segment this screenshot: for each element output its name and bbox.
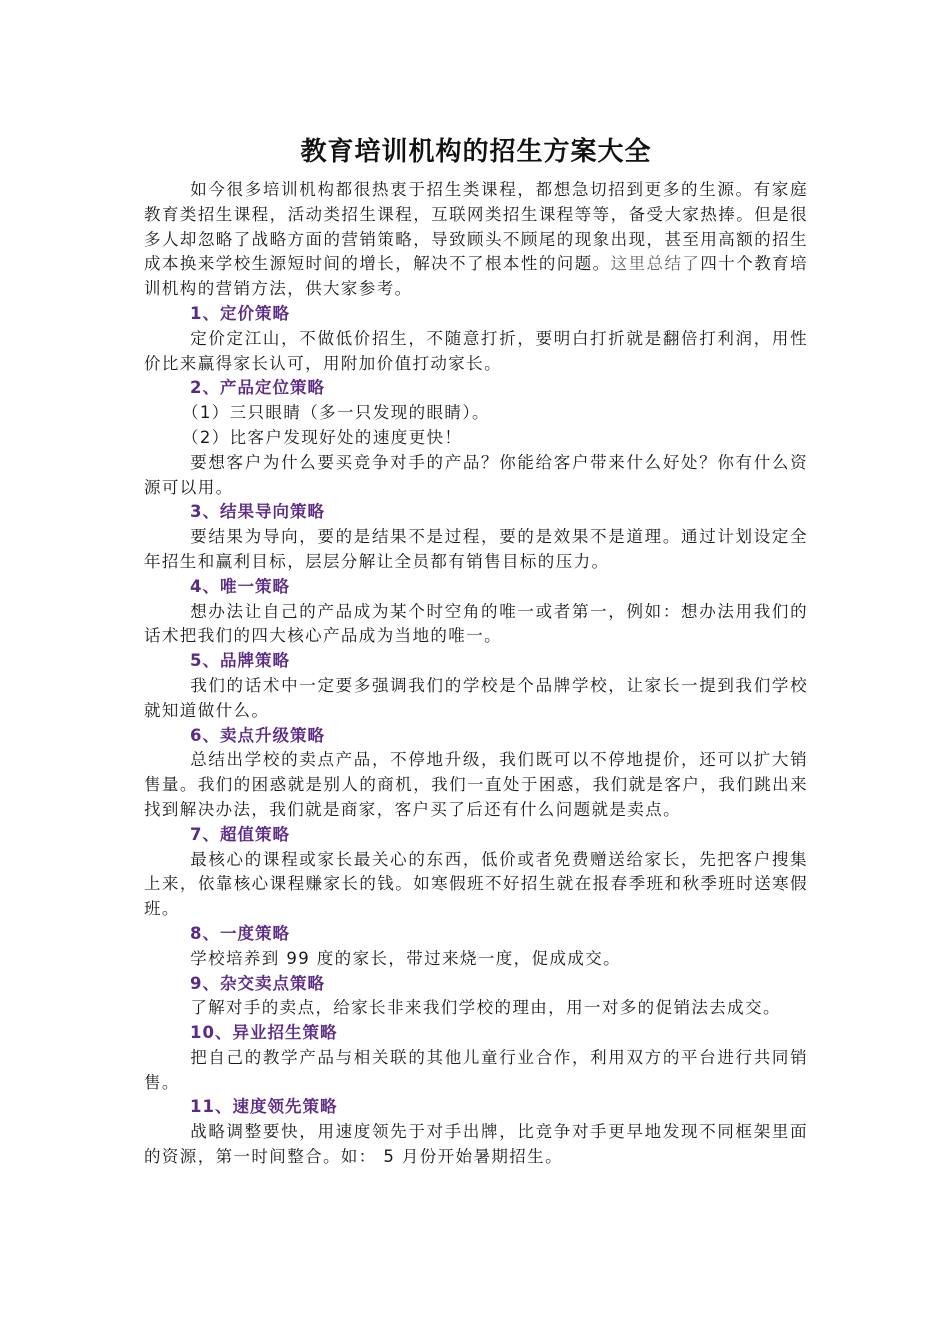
section-text-3: 要结果为导向，要的是结果不是过程，要的是效果不是道理。通过计划设定全年招生和赢利目标，层层分解让全员都有销售目标的压力。 bbox=[144, 527, 808, 571]
section-text-9: 了解对手的卖点，给家长非来我们学校的理由，用一对多的促销法去成交。 bbox=[190, 998, 781, 1018]
section-point-2-1: （1）三只眼睛（多一只发现的眼睛）。 bbox=[181, 403, 490, 423]
section-heading-2: 2、产品定位策略 bbox=[190, 378, 325, 398]
section-heading-11: 11、速度领先策略 bbox=[190, 1097, 338, 1117]
section-heading-10: 10、异业招生策略 bbox=[190, 1023, 338, 1043]
intro-tail: 四十个教育培训机构的营销方法，供大家参考。 bbox=[144, 254, 808, 299]
section-heading-6: 6、卖点升级策略 bbox=[190, 725, 325, 745]
section-point-2-2: （2）比客户发现好处的速度更快！ bbox=[181, 427, 463, 447]
section-heading-8: 8、一度策略 bbox=[190, 923, 290, 943]
section-text-10: 把自己的教学产品与相关联的其他儿童行业合作，利用双方的平台进行共同销售。 bbox=[144, 1047, 808, 1092]
intro-text: 如今很多培训机构都很热衷于招生类课程，都想急切招到更多的生源。有家庭教育类招生课程，活动类招生课程，互联网类招生课程等等，备受大家热捧。但是很多人却忽略了战略方面的营销策略，导致顾头不顾尾的现象出现，甚至用高额的招生成本换来学校生源短时间的增长，解决不了根本性的问题。 bbox=[144, 180, 808, 274]
section-text-1: 定价定江山，不做低价招生，不随意打折，要明白打折就是翻倍打利润，用性价比来赢得家长认可，用附加价值打动家长。 bbox=[144, 328, 808, 373]
section-heading-3: 3、结果导向策略 bbox=[190, 502, 325, 522]
section-heading-1: 1、定价策略 bbox=[190, 303, 290, 323]
section-text-2: 要想客户为什么要买竞争对手的产品？你能给客户带来什么好处？你有什么资源可以用。 bbox=[144, 452, 808, 497]
section-text-4: 想办法让自己的产品成为某个时空角的唯一或者第一，例如：想办法用我们的话术把我们的四大核心产品成为当地的唯一。 bbox=[144, 601, 808, 646]
section-heading-7: 7、超值策略 bbox=[190, 824, 290, 844]
section-heading-9: 9、杂交卖点策略 bbox=[190, 973, 325, 993]
section-heading-5: 5、品牌策略 bbox=[190, 651, 290, 671]
document-body bbox=[144, 136, 808, 1170]
intro-highlight: 这里总结了 bbox=[610, 254, 701, 274]
section-text-8: 学校培养到 99 度的家长，带过来烧一度，促成成交。 bbox=[190, 948, 622, 968]
section-text-7: 最核心的课程或家长最关心的东西，低价或者免费赠送给家长，先把客户搜集上来，依靠核心课程赚家长的钱。如寒假班不好招生就在报春季班和秋季班时送寒假班。 bbox=[144, 849, 808, 919]
section-text-11: 战略调整要快，用速度领先于对手出牌，比竞争对手更早地发现不同框架里面的资源，第一时间整合。如： 5 月份开始暑期招生。 bbox=[144, 1122, 808, 1167]
section-text-6: 总结出学校的卖点产品，不停地升级，我们既可以不停地提价，还可以扩大销售量。我们的困惑就是别人的商机，我们一直处于困惑，我们就是客户，我们跳出来找到解决办法，我们就是商家，客户买了后还有什么问题就是卖点。 bbox=[144, 750, 808, 819]
section-text-5: 我们的话术中一定要多强调我们的学校是个品牌学校，让家长一提到我们学校就知道做什么。 bbox=[144, 675, 808, 720]
page-title: 教育培训机构的招生方案大全 bbox=[300, 137, 652, 167]
intro-paragraph bbox=[144, 178, 808, 302]
section-heading-4: 4、唯一策略 bbox=[190, 576, 290, 596]
